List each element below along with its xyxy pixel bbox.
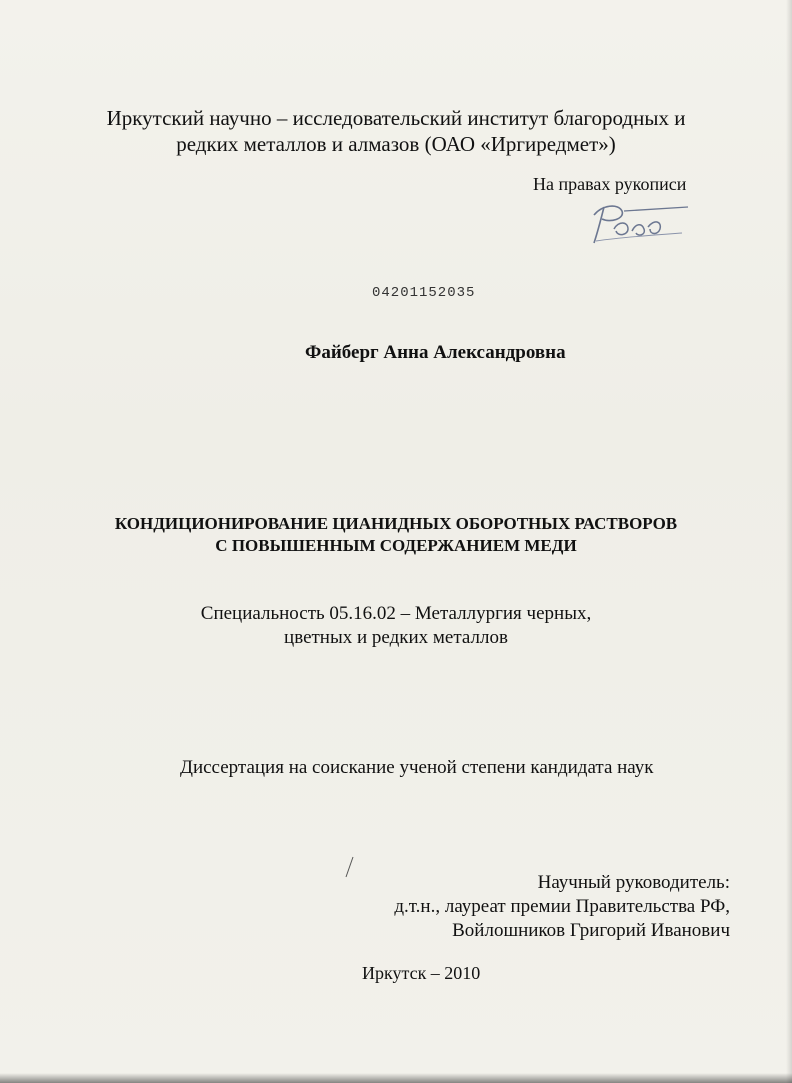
- specialty-line-2: цветных и редких металлов: [284, 627, 508, 648]
- dissertation-type: Диссертация на соискание ученой степени кандидата наук: [180, 757, 654, 778]
- scan-edge-right: [786, 0, 792, 1083]
- institution-line-2: редких металлов и алмазов (ОАО «Иргиредмет»): [176, 132, 616, 156]
- institution-line-1: Иркутский научно – исследовательский институт благородных и: [106, 106, 686, 130]
- author-name: Файберг Анна Александровна: [305, 342, 566, 363]
- supervisor-label: Научный руководитель:: [537, 872, 730, 893]
- thesis-title-line-1: КОНДИЦИОНИРОВАНИЕ ЦИАНИДНЫХ ОБОРОТНЫХ РАСТВОРОВ: [114, 514, 678, 533]
- manuscript-note: На правах рукописи: [533, 174, 687, 194]
- city-year: Иркутск – 2010: [362, 963, 481, 983]
- scan-edge-bottom: [0, 1073, 792, 1083]
- stray-pen-mark: [342, 855, 356, 879]
- supervisor-credentials: д.т.н., лауреат премии Правительства РФ,: [394, 896, 730, 917]
- handwritten-signature: [584, 197, 694, 247]
- supervisor-name: Войлошников Григорий Иванович: [452, 920, 730, 941]
- specialty-line-1: Специальность 05.16.02 – Металлургия черных,: [200, 603, 592, 624]
- thesis-title-line-2: С ПОВЫШЕННЫМ СОДЕРЖАНИЕМ МЕДИ: [215, 536, 577, 555]
- barcode-number: 04201152035: [372, 285, 476, 301]
